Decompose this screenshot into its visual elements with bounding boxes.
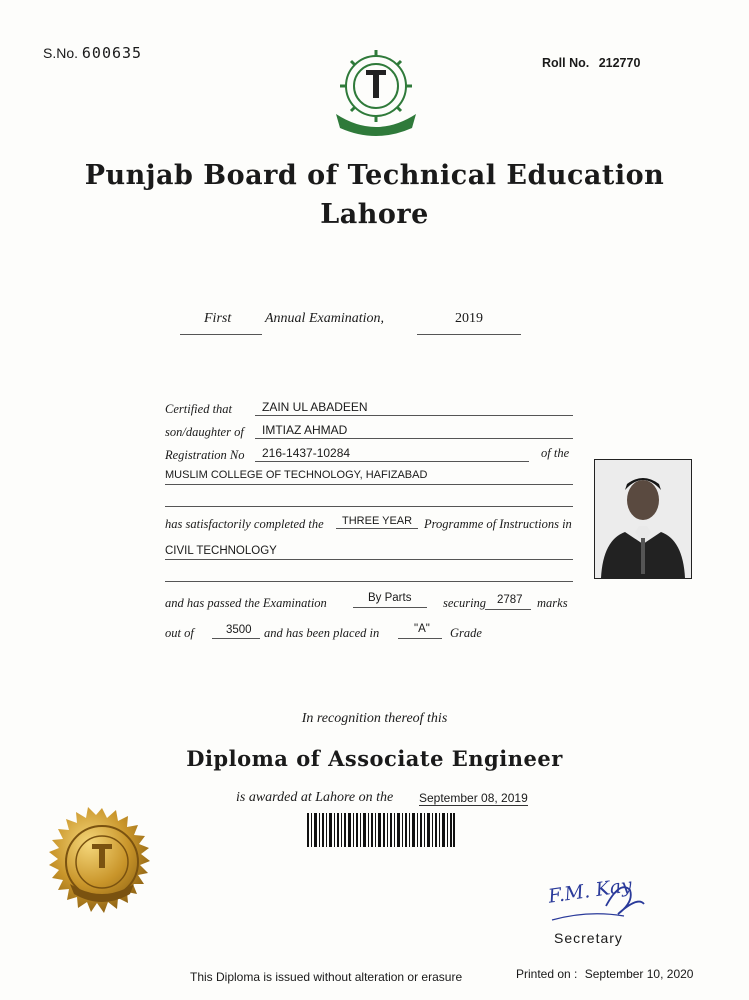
securing-label: securing bbox=[443, 596, 487, 610]
award-date: September 08, 2019 bbox=[419, 791, 528, 805]
name-line bbox=[255, 415, 573, 416]
issue-note: This Diploma is issued without alteration or erasure bbox=[190, 970, 463, 984]
exam-type: Annual Examination, bbox=[265, 311, 384, 326]
roll-label: Roll No. bbox=[542, 56, 590, 70]
blank-line-2 bbox=[165, 581, 573, 582]
parent-name: IMTIAZ AHMAD bbox=[262, 423, 348, 437]
registration-number: 216-1437-10284 bbox=[262, 446, 351, 460]
exam-year: 2019 bbox=[455, 311, 483, 326]
secretary-title: Secretary bbox=[554, 930, 623, 946]
gold-seal bbox=[40, 806, 164, 930]
total-marks: 3500 bbox=[226, 624, 252, 636]
parent-label: son/daughter of bbox=[165, 425, 244, 439]
placed-label: and has been placed in bbox=[264, 626, 380, 640]
secretary-signature: F.M. Kay bbox=[546, 874, 634, 908]
board-city: Lahore bbox=[320, 199, 429, 230]
person-photo-icon bbox=[595, 460, 691, 578]
board-title: Punjab Board of Technical Education bbox=[84, 160, 665, 191]
technology-name: CIVIL TECHNOLOGY bbox=[165, 545, 277, 557]
printed-on bbox=[516, 967, 693, 981]
passed-label: and has passed the Examination bbox=[165, 596, 327, 610]
of-the-label: of the bbox=[541, 446, 570, 460]
serial-number bbox=[43, 44, 142, 62]
printed-label: Printed on : bbox=[516, 967, 578, 981]
registration-label: Registration No bbox=[165, 448, 245, 462]
parent-line bbox=[255, 438, 573, 439]
roll-number bbox=[542, 56, 640, 70]
duration-line bbox=[336, 528, 418, 529]
serial-label: S.No. bbox=[43, 45, 79, 61]
blank-line-1 bbox=[165, 506, 573, 507]
certified-label: Certified that bbox=[165, 402, 233, 416]
total-line bbox=[212, 638, 260, 639]
completed-label: has satisfactorily completed the bbox=[165, 517, 324, 531]
signature-flourish bbox=[548, 876, 648, 924]
exam-year-line bbox=[417, 334, 521, 335]
exam-mode: By Parts bbox=[368, 592, 412, 604]
printed-date: September 10, 2020 bbox=[584, 967, 694, 981]
diploma-title: Diploma of Associate Engineer bbox=[186, 746, 563, 771]
registration-line bbox=[255, 461, 529, 462]
college-name: MUSLIM COLLEGE OF TECHNOLOGY, HAFIZABAD bbox=[165, 469, 428, 481]
marks-obtained: 2787 bbox=[497, 594, 523, 606]
out-of-label: out of bbox=[165, 626, 194, 640]
roll-value: 212770 bbox=[598, 56, 641, 70]
serial-value: 600635 bbox=[81, 44, 143, 62]
student-photo bbox=[594, 459, 692, 579]
student-name: ZAIN UL ABADEEN bbox=[262, 400, 368, 414]
marks-line bbox=[485, 609, 531, 610]
grade-line bbox=[398, 638, 442, 639]
marks-label: marks bbox=[537, 596, 568, 610]
recognition-text: In recognition thereof this bbox=[301, 711, 448, 726]
barcode bbox=[307, 813, 455, 847]
awarded-label: is awarded at Lahore on the bbox=[236, 790, 394, 805]
grade-label: Grade bbox=[450, 626, 482, 640]
board-logo bbox=[328, 44, 424, 140]
programme-label: Programme of Instructions in bbox=[424, 517, 572, 531]
college-line bbox=[165, 484, 573, 485]
exam-mode-line bbox=[353, 607, 427, 608]
exam-term: First bbox=[204, 311, 232, 326]
technology-line bbox=[165, 559, 573, 560]
programme-duration: THREE YEAR bbox=[342, 515, 413, 527]
grade-value: "A" bbox=[414, 623, 430, 635]
exam-term-line bbox=[180, 334, 262, 335]
